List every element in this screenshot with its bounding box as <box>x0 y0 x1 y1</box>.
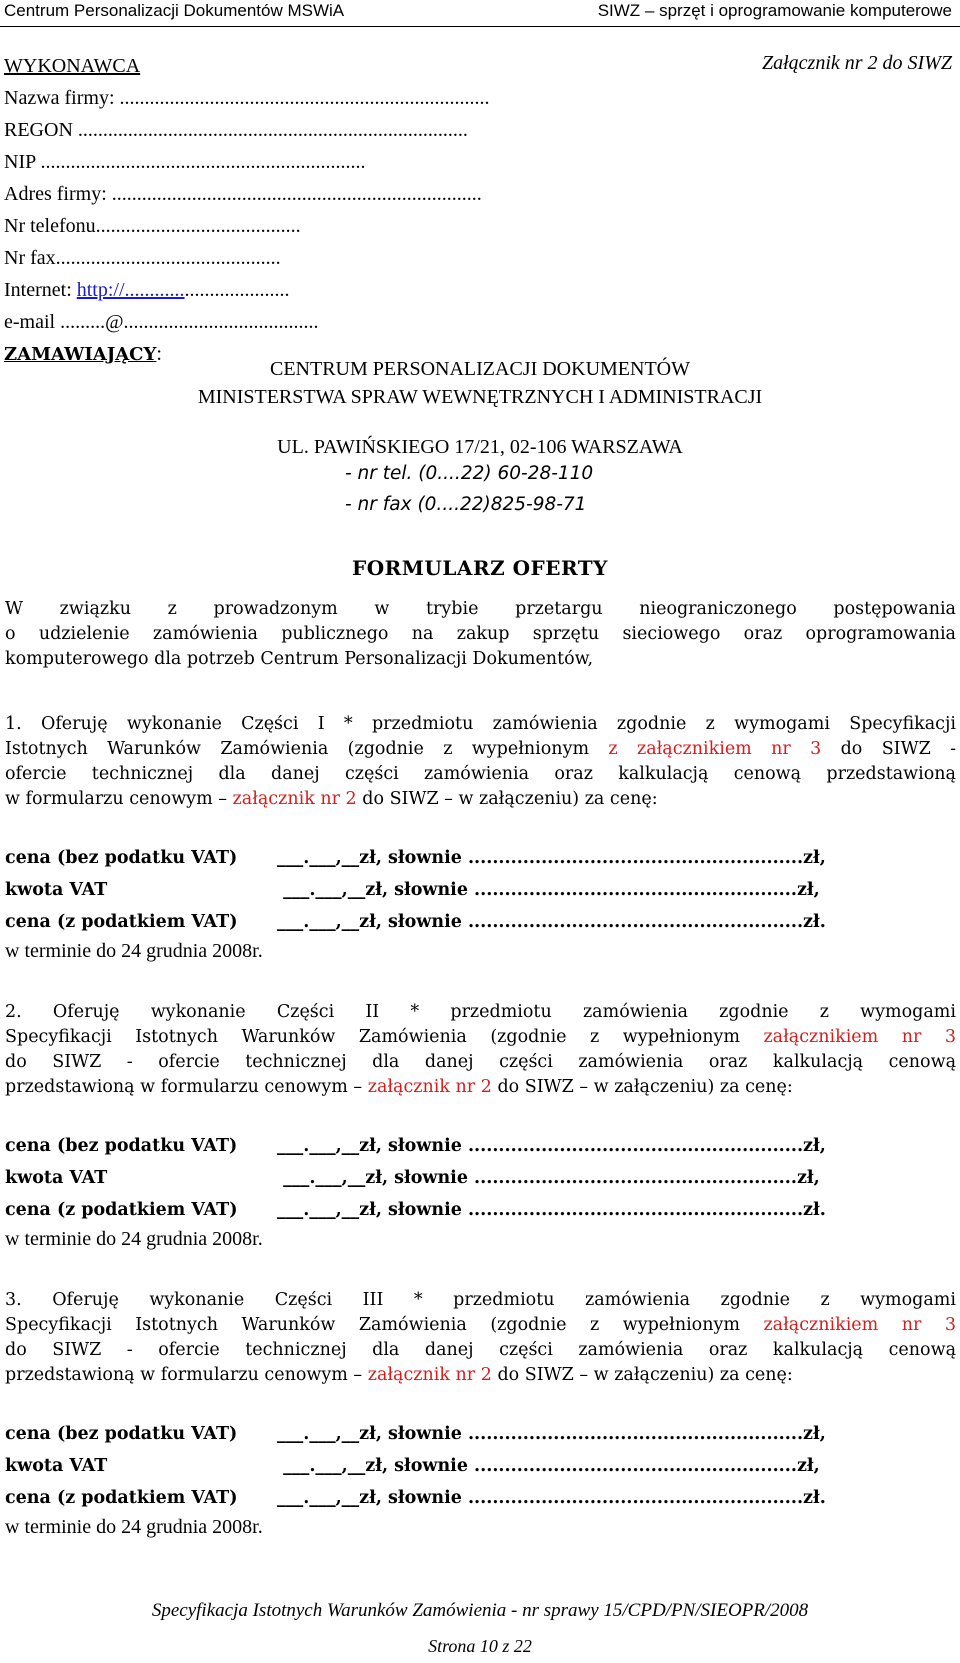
contractor-nip-field: NIP ................................................................. <box>4 151 366 173</box>
internet-rest: ..................... <box>184 279 290 301</box>
contractor-regon-field: REGON .............................................................................. <box>4 119 468 141</box>
orderer-tel: - nr tel. (0....22) 60-28-110 <box>345 463 594 484</box>
header-right: SIWZ – sprzęt i oprogramowanie komputerowe <box>597 1 952 20</box>
part-1-vat-row <box>5 874 820 906</box>
part-1-term: w terminie do 24 grudnia 2008r. <box>5 940 263 962</box>
part-1-attachment-3-ref: z załącznikiem nr 3 <box>608 739 822 759</box>
contractor-block <box>4 50 490 370</box>
orderer-heading: ZAMAWIAJĄCY <box>4 344 157 365</box>
orderer-heading-colon: : <box>156 343 162 365</box>
internet-label: Internet: <box>4 279 77 301</box>
part-3-paragraph <box>5 1288 956 1388</box>
intro-line-1: W związku z prowadzonym w trybie przetargu nieograniczonego postępowania <box>5 599 956 619</box>
part-1-line-2: Istotnych Warunków Zamówienia (zgodnie z wypełnionym z załącznikiem nr 3 do SIWZ - <box>5 739 957 759</box>
part-2-net-price-row <box>5 1130 826 1162</box>
gross-price-label: cena (z podatkiem VAT) <box>5 1488 238 1508</box>
contractor-fax-field: Nr fax............................................. <box>4 247 281 269</box>
part-1-paragraph <box>5 712 956 812</box>
vat-field[interactable]: ___.___,__zł, słownie .....................................................zł, <box>277 1456 820 1476</box>
part-2-attachment-2-ref: załącznik nr 2 <box>367 1077 492 1097</box>
part-3-line-1: 3. Oferuję wykonanie Części III * przedmiotu zamówienia zgodnie z wymogami <box>5 1290 956 1310</box>
part-3-term: w terminie do 24 grudnia 2008r. <box>5 1516 263 1538</box>
gross-price-label: cena (z podatkiem VAT) <box>5 1200 238 1220</box>
part-3-line-4: przedstawioną w formularzu cenowym – załącznik nr 2 do SIWZ – w załączeniu) za cenę: <box>5 1365 793 1385</box>
gross-price-field[interactable]: ___.___,__zł, słownie .......................................................zł. <box>277 1488 826 1508</box>
vat-label: kwota VAT <box>5 1168 108 1188</box>
net-price-label: cena (bez podatku VAT) <box>5 848 238 868</box>
internet-link[interactable]: http://............ <box>76 279 185 301</box>
part-1-line-4: w formularzu cenowym – załącznik nr 2 do SIWZ – w załączeniu) za cenę: <box>5 789 658 809</box>
gross-price-label: cena (z podatkiem VAT) <box>5 912 238 932</box>
part-2-line-1: 2. Oferuję wykonanie Części II * przedmiotu zamówienia zgodnie z wymogami <box>5 1002 956 1022</box>
orderer-fax: - nr fax (0....22)825-98-71 <box>345 494 587 515</box>
contractor-email-field: e-mail .........@....................................... <box>4 311 319 333</box>
part-1-attachment-2-ref: załącznik nr 2 <box>232 789 357 809</box>
vat-label: kwota VAT <box>5 880 108 900</box>
footer-page-number: Strona 10 z 22 <box>428 1636 532 1656</box>
orderer-line-1: CENTRUM PERSONALIZACJI DOKUMENTÓW <box>270 358 690 380</box>
header-left: Centrum Personalizacji Dokumentów MSWiA <box>4 1 345 20</box>
intro-paragraph <box>5 597 956 672</box>
contractor-address-field: Adres firmy: .......................................................................... <box>4 183 482 205</box>
attachment-label: Załącznik nr 2 do SIWZ <box>762 52 952 74</box>
contractor-internet-field <box>4 274 490 306</box>
orderer-line-2: MINISTERSTWA SPRAW WEWNĘTRZNYCH I ADMINISTRACJI <box>197 386 763 408</box>
part-2-gross-price-row <box>5 1194 826 1226</box>
contractor-name-field: Nazwa firmy: .......................................................................... <box>4 87 490 109</box>
net-price-field[interactable]: ___.___,__zł, słownie .......................................................zł, <box>277 1424 826 1444</box>
part-3-attachment-3-ref: załącznikiem nr 3 <box>763 1315 956 1335</box>
vat-field[interactable]: ___.___,__zł, słownie .....................................................zł, <box>277 880 820 900</box>
part-2-vat-row <box>5 1162 820 1194</box>
intro-line-3: komputerowego dla potrzeb Centrum Personalizacji Dokumentów, <box>5 649 594 669</box>
part-3-net-price-row <box>5 1418 826 1450</box>
net-price-label: cena (bez podatku VAT) <box>5 1424 238 1444</box>
part-3-attachment-2-ref: załącznik nr 2 <box>367 1365 492 1385</box>
gross-price-field[interactable]: ___.___,__zł, słownie .......................................................zł. <box>277 1200 826 1220</box>
vat-label: kwota VAT <box>5 1456 108 1476</box>
net-price-field[interactable]: ___.___,__zł, słownie .......................................................zł, <box>277 1136 826 1156</box>
part-2-attachment-3-ref: załącznikiem nr 3 <box>763 1027 956 1047</box>
contractor-phone-field: Nr telefonu......................................... <box>4 215 301 237</box>
part-3-line-3: do SIWZ - ofercie technicznej dla danej części zamówienia oraz kalkulacją cenową <box>5 1340 956 1360</box>
intro-line-2: o udzielenie zamówienia publicznego na zakup sprzętu sieciowego oraz oprogramowania <box>5 624 956 644</box>
part-1-line-3: ofercie technicznej dla danej części zamówienia oraz kalkulacją cenową przedstawioną <box>5 764 956 784</box>
part-3-vat-row <box>5 1450 820 1482</box>
part-2-paragraph <box>5 1000 956 1100</box>
part-2-line-2: Specyfikacji Istotnych Warunków Zamówienia (zgodnie z wypełnionym załącznikiem nr 3 <box>5 1027 956 1047</box>
part-2-line-4: przedstawioną w formularzu cenowym – załącznik nr 2 do SIWZ – w załączeniu) za cenę: <box>5 1077 793 1097</box>
footer-spec: Specyfikacja Istotnych Warunków Zamówienia - nr sprawy 15/CPD/PN/SIEOPR/2008 <box>151 1600 809 1621</box>
part-1-line-1: 1. Oferuję wykonanie Części I * przedmiotu zamówienia zgodnie z wymogami Specyfikacji <box>5 714 956 734</box>
part-3-line-2: Specyfikacji Istotnych Warunków Zamówienia (zgodnie z wypełnionym załącznikiem nr 3 <box>5 1315 956 1335</box>
contractor-heading: WYKONAWCA <box>4 55 141 77</box>
header-divider <box>0 26 960 27</box>
part-3-gross-price-row <box>5 1482 826 1514</box>
part-2-line-3: do SIWZ - ofercie technicznej dla danej części zamówienia oraz kalkulacją cenową <box>5 1052 956 1072</box>
gross-price-field[interactable]: ___.___,__zł, słownie .......................................................zł. <box>277 912 826 932</box>
net-price-field[interactable]: ___.___,__zł, słownie .......................................................zł, <box>277 848 826 868</box>
part-2-term: w terminie do 24 grudnia 2008r. <box>5 1228 263 1250</box>
net-price-label: cena (bez podatku VAT) <box>5 1136 238 1156</box>
vat-field[interactable]: ___.___,__zł, słownie .....................................................zł, <box>277 1168 820 1188</box>
part-1-gross-price-row <box>5 906 826 938</box>
orderer-line-3: UL. PAWIŃSKIEGO 17/21, 02-106 WARSZAWA <box>277 436 683 458</box>
part-1-net-price-row <box>5 842 826 874</box>
form-title: FORMULARZ OFERTY <box>352 556 608 580</box>
